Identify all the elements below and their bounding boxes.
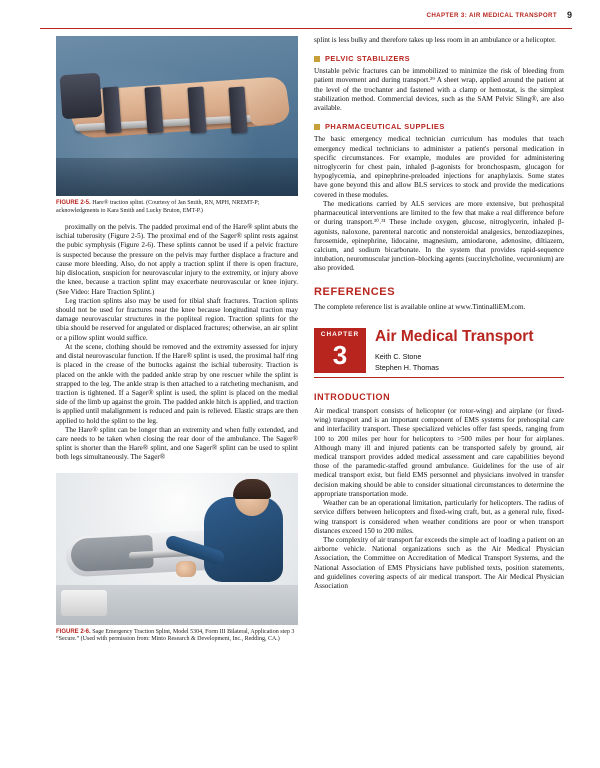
references-heading: REFERENCES (314, 285, 396, 298)
pelvic-stabilizers-paragraph-1: Unstable pelvic fractures can be immobilized to minimize the risk of bleeding from patient movement and during transport.²⁹ A sheet wrap, applied around the patient at the level of the trochanter and fastened with a clamp or hemostat, is the simplest stabilization method. Commercial devices, such as the SAM Pelvic Sling®, are also available. (314, 67, 564, 113)
figure-2-6-caption (56, 629, 298, 644)
section-heading-pelvic-stabilizers (314, 54, 564, 63)
introduction-heading: INTRODUCTION (314, 391, 391, 402)
introduction-paragraph-1: Air medical transport consists of helicopter (or rotor-wing) and airplane (or fixed-wing) transport and is an important component of EMS systems for prehospital care and interfacility transport. These specialized vehicles offer fast speeds, ranging from 100 to 200 miles per hour for helicopters to >500 miles per hour for airplanes. Although many ill and injured patients can be transported safely by ground, air medical transport provides added medical assessment and care capabilities beyond those of the paramedic-staffed ground ambulance. Guidelines for the use of air medical transport exist, but field EMS personnel and physicians involved in transfer decision making should be able to consider situational circumstances to determine the appropriate transportation mode. (314, 406, 564, 498)
running-title: CHAPTER 3: AIR MEDICAL TRANSPORT (426, 12, 557, 19)
figure-2-5-label: FIGURE 2-5. (56, 200, 91, 206)
figure-2-5-image (56, 36, 298, 196)
pharmaceutical-supplies-paragraph-2: The medications carried by ALS services are more extensive, but prehospital pharmaceutical interventions are limited to the few that make a real difference before or during transport.³⁰˒³¹ These include oxygen, glucose, nitroglycerin, inhaled β-agonists, naloxone, parenteral narcotic and nonsteroidal analgesics, benzodiazepines, furosemide, epinephrine, lidocaine, magnesium, amiodarone, adenosine, diltiazem, calcium, and sodium bicarbonate. In the system that provides rapid-sequence intubation, neuromuscular junction–blocking agents (succinylcholine, vecuronium) are also provided. (314, 199, 564, 273)
chapter-badge (314, 328, 366, 373)
right-column (314, 36, 564, 750)
chapter-word: CHAPTER (320, 330, 360, 338)
page-number: 9 (566, 10, 572, 20)
square-bullet-icon (314, 56, 320, 62)
left-paragraph-3: At the scene, clothing should be removed and the extremity assessed for injury and distal neurovascular function. If the Hare® splint is used, the proximal half ring is placed in the crease of the buttocks against the ischial tuberosity. Traction is placed on the ankle with the padded ankle strap by one rescuer while the splint is strapped to the leg. The ankle strap is then attached to a ratcheting mechanism, and traction is tightened. If a Sager® splint is used, the splint is placed on the medial side of the limb up against the groin. The padded ankle hitch is applied, and traction is applied until malalignment is reduced and pain is relieved. Elastic straps are then applied to hold the splint to the leg. (56, 342, 298, 425)
chapter-divider (314, 377, 564, 378)
left-paragraph-4: The Hare® splint can be longer than an extremity and when fully extended, and care needs to be taken when closing the rear door of the ambulance. The Sager® splint is shorter than the Hare® splint, and one Sager® splint can be used to splint both legs simultaneously. The Sager® (56, 425, 298, 462)
figure-2-6-caption-text: Sage Emergency Traction Splint, Model 5304, Form III Bilateral, Application step 3 “Secure.” (Used with permission from: Minto Research & Development, Inc., Redding, CA.) (56, 628, 295, 643)
chapter-opener (314, 328, 564, 373)
page-header (40, 10, 572, 29)
left-paragraph-1: proximally on the pelvis. The padded proximal end of the Hare® splint abuts the ischial tuberosity (Figure 2-5). The proximal end of the Sager® splint rests against the pubic symphysis (Figure 2-6). These splints cannot be used if a pelvic fracture is suspected because the pressure on the pelvis may further displace a fracture and cause more bleeding. Also, do not apply a traction splint if there is open fracture, hip dislocation, suspicion for neurovascular injury to the extremity, or injury above the knee, because a traction splint may exacerbate neurovascular or knee injury. (See Video: Hare Traction Splint.) (56, 223, 298, 296)
chapter-number: 3 (332, 339, 348, 370)
right-lead-paragraph: splint is less bulky and therefore takes up less room in an ambulance or a helicopter. (314, 36, 556, 44)
chapter-meta (375, 328, 564, 373)
left-paragraph-2: Leg traction splints also may be used for tibial shaft fractures. Traction splints should not be used for fractures near the knee because longitudinal traction may damage neurovascular structures in the popliteal region. Traction splints for the tibia should be reserved for angulated or displaced fractures; otherwise, an air splint or a pillow splint would suffice. (56, 296, 298, 342)
chapter-author-1: Keith C. Stone (375, 352, 422, 362)
introduction-paragraph-2: Weather can be an operational limitation, particularly for helicopters. The radius of service differs between helicopters and fixed-wing craft, but, as a general rule, fixed-wing transport is considered when weather conditions are poor or when transport distances exceed 150 to 200 miles. (314, 499, 564, 535)
left-column (56, 36, 298, 750)
figure-2-6-label: FIGURE 2-6. (56, 628, 91, 635)
square-bullet-icon (314, 124, 320, 130)
two-column-body (56, 36, 572, 750)
figure-2-5-caption (56, 200, 298, 215)
references-text: The complete reference list is available online at www.TintinalliEM.com. (314, 302, 526, 311)
figure-2-6-image (56, 473, 298, 625)
section-heading-pelvic-stabilizers-text: PELVIC STABILIZERS (325, 54, 411, 64)
chapter-author-2: Stephen H. Thomas (375, 362, 439, 372)
figure-2-5-caption-text: Hare® traction splint. (Courtesy of Jan Smith, RN, MPH, NREMT-P; acknowledgments to Kara Smith and Lucky Bruton, EMT-P.) (56, 200, 260, 214)
section-heading-pharmaceutical-supplies (314, 122, 564, 131)
section-heading-pharmaceutical-supplies-text: PHARMACEUTICAL SUPPLIES (325, 122, 445, 132)
chapter-title: Air Medical Transport (375, 327, 534, 345)
introduction-paragraph-3: The complexity of air transport far exceeds the simple act of loading a patient on an airborne vehicle. National organizations such as the Air Medical Physician Association, the Committee on Accreditation of Medical Transport Systems, and the National Association of EMS Physicians have published texts, position statements, and guidelines covering aspects of air medical transport. The Air Medical Physician Association (314, 536, 564, 591)
pharmaceutical-supplies-paragraph-1: The basic emergency medical technician curriculum has modules that teach emergency medical technicians to administer a patient's personal medication in specific circumstances. For example, modules are provided for administering nitroglycerin for chest pain, inhaled β-agonists for bronchospasm, glucagon for hypoglycemia, and epinephrine-preloaded injections for anaphylaxis. Some states have gone beyond this and allow BLS services to stock and provide the medications covered in these modules. (314, 135, 564, 199)
